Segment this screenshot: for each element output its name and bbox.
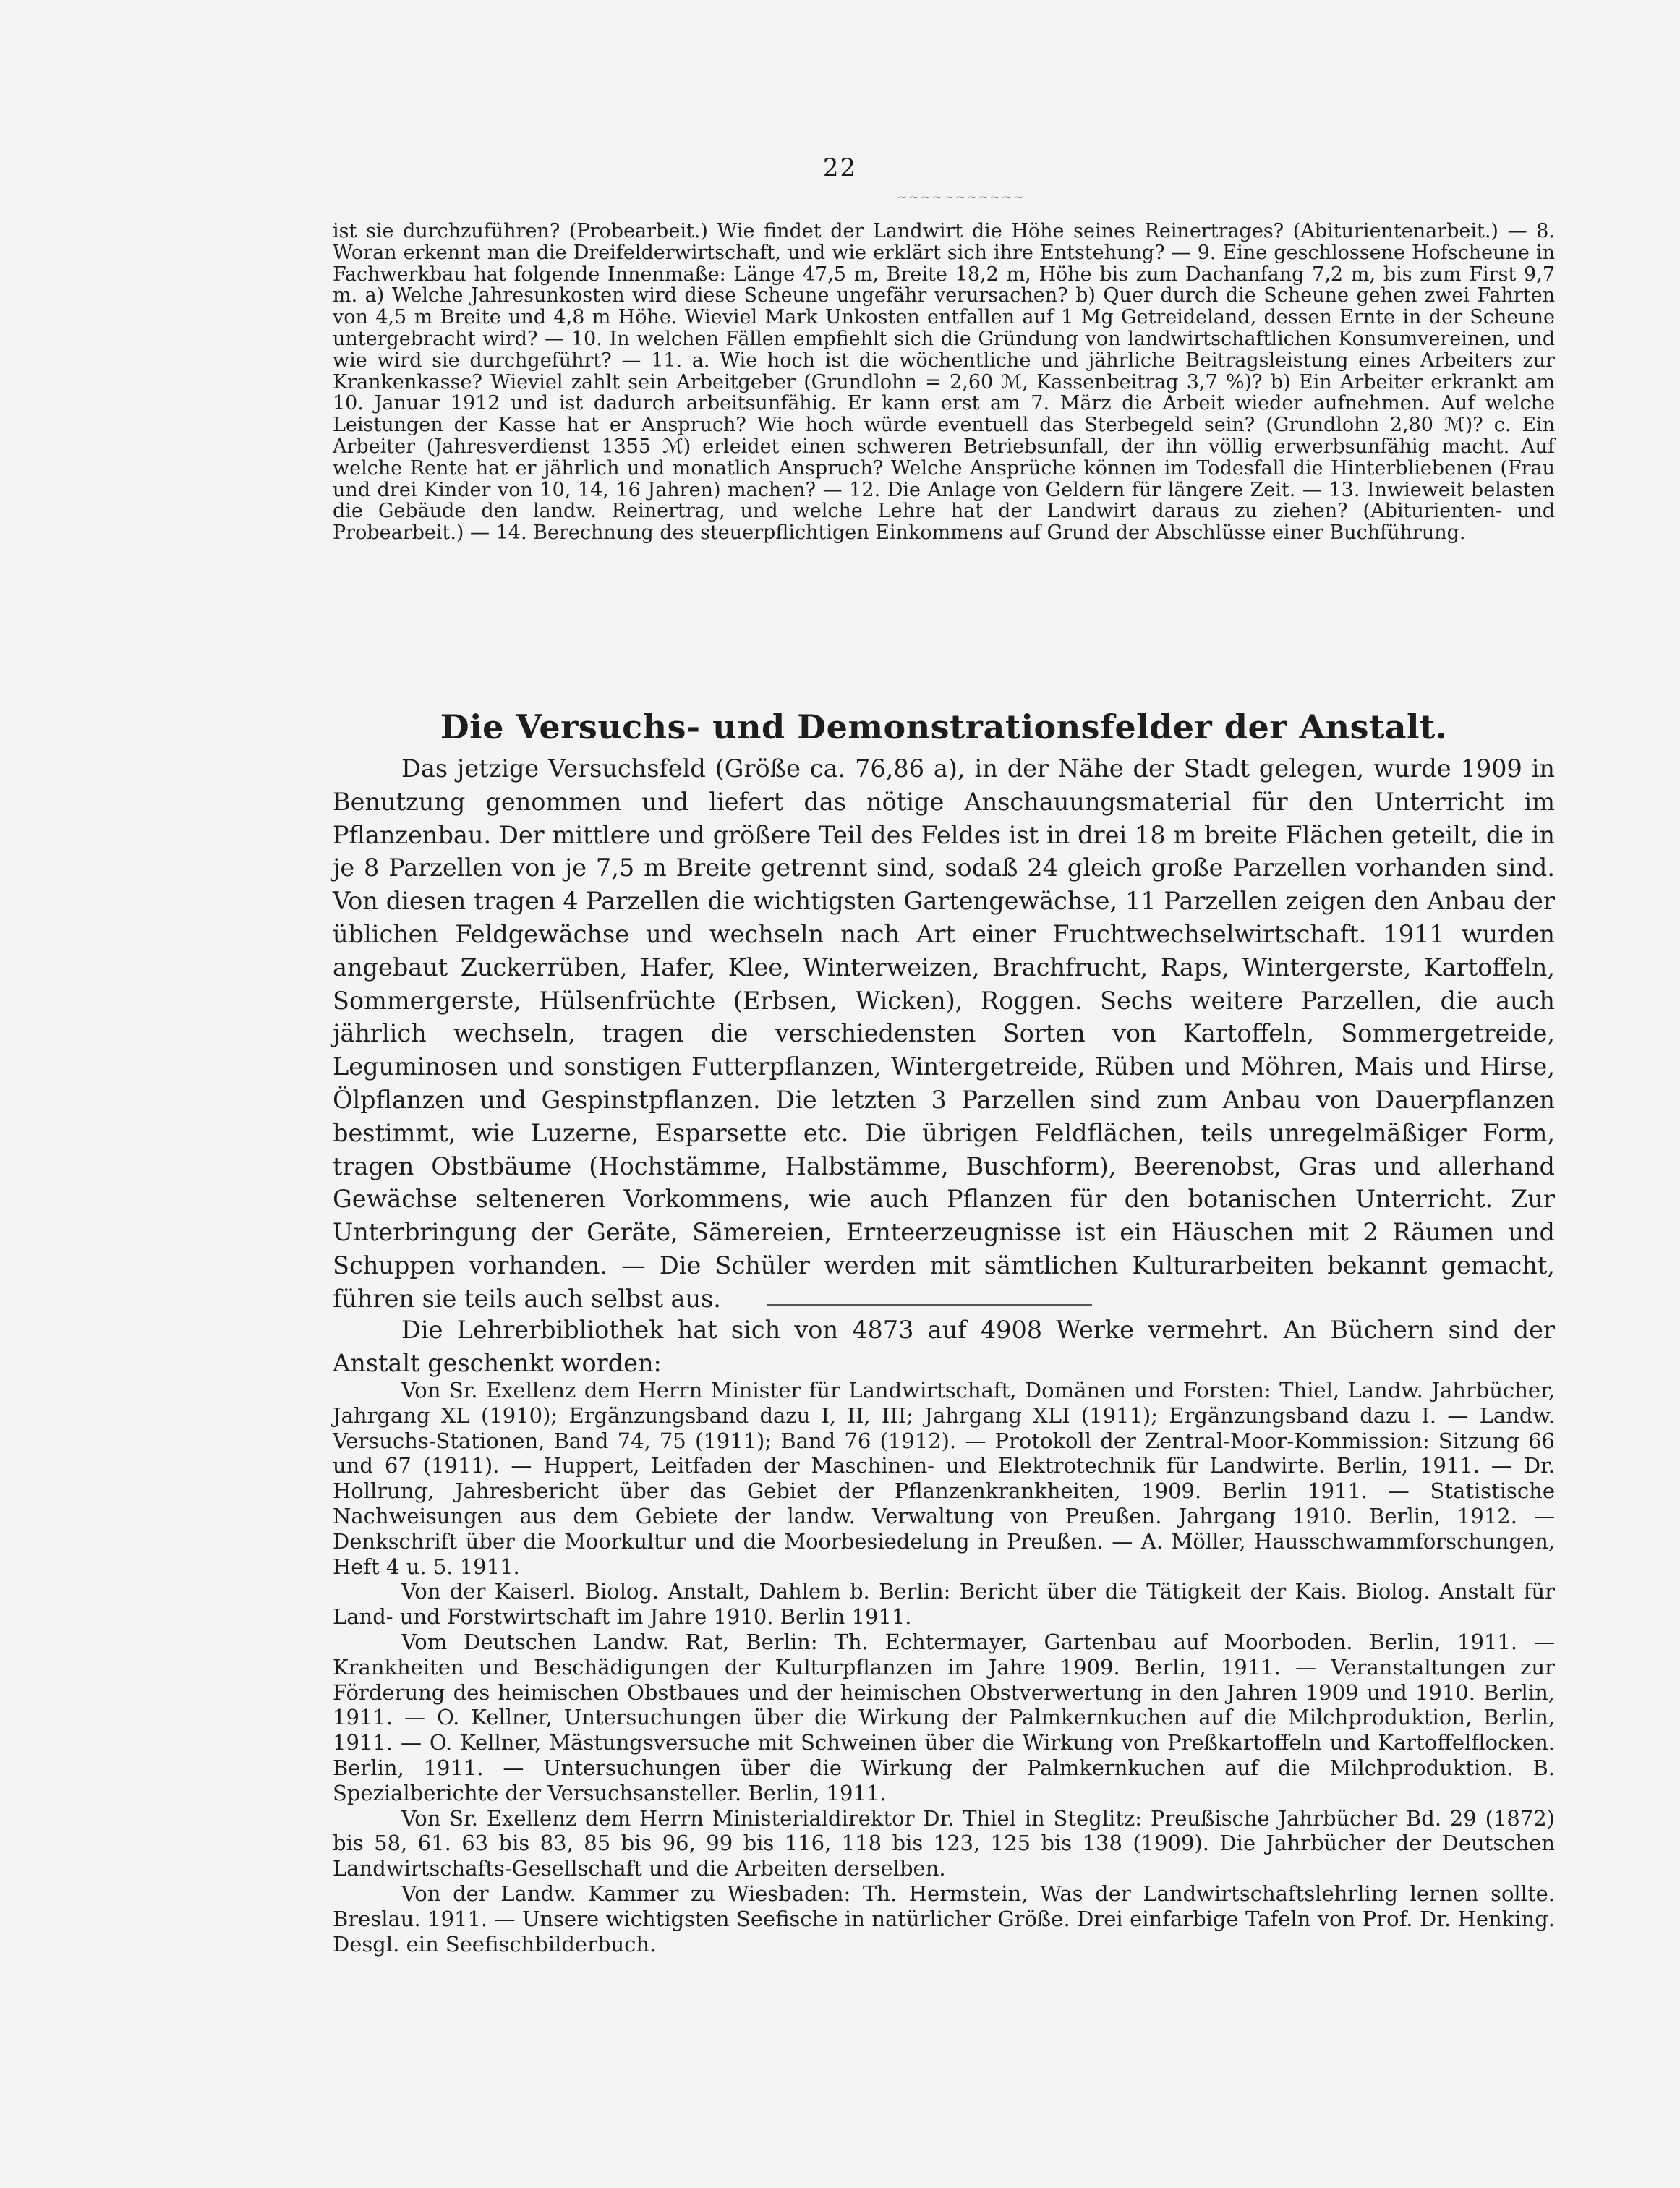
library-entry: Von Sr. Exellenz dem Herrn Ministerialdirektor Dr. Thiel in Steglitz: Preußische Jahrbücher Bd. 29 (1872) bis 58, 61. 63 bis 83, 85 bis 96, 99 bis 116, 118 bis 123, 125 bis 138 (1909). Die Jahrbücher der Deutschen Landwirtschafts-Gesellschaft und die Arbeiten derselben. [333,1805,1555,1881]
library-intro-text: Die Lehrerbibliothek hat sich von 4873 auf 4908 Werke vermehrt. An Büchern sind der Anstalt geschenkt worden: [333,1316,1555,1377]
library-entry: Vom Deutschen Landw. Rat, Berlin: Th. Echtermayer, Gartenbau auf Moorboden. Berlin, 1911. — Krankheiten und Beschädigungen der Kulturpflanzen im Jahre 1909. Berlin, 1911. — Veranstaltungen zur Förderung des heimischen Obstbaues und der heimischen Obstverwertung in den Jahren 1909 und 1910. Berlin, 1911. — O. Kellner, Untersuchungen über die Wirkung der Palmkernkuchen auf die Milchproduktion, Berlin, 1911. — O. Kellner, Mästungsversuche mit Schweinen über die Wirkung von Preßkartoffeln und Kartoffelflocken. Berlin, 1911. — Untersuchungen über die Wirkung der Palmkernkuchen auf die Milchproduktion. B. Spezialberichte der Versuchsansteller. Berlin, 1911. [333,1629,1555,1805]
library-intro-paragraph [333,1314,1555,1380]
page-number: 22 [822,153,858,182]
library-donations-list [333,1378,1555,1957]
section-divider [767,1304,1092,1306]
library-entry: Von der Landw. Kammer zu Wiesbaden: Th. Hermstein, Was der Landwirtschaftslehrling lernen sollte. Breslau. 1911. — Unsere wichtigsten Seefische in natürlicher Größe. Drei einfarbige Tafeln von Prof. Dr. Henking. Desgl. ein Seefischbilderbuch. [333,1881,1555,1957]
section-heading: Die Versuchs- und Demonstrationsfelder der Anstalt. [440,707,1448,746]
versuchsfeld-text: Das jetzige Versuchsfeld (Größe ca. 76,86 a), in der Nähe der Stadt gelegen, wurde 1909 in Benutzung genommen und liefert das nötige Anschauungsmaterial für den Unterricht im Pflanzenbau. Der mittlere und größere Teil des Feldes ist in drei 18 m breite Flächen geteilt, die in je 8 Parzellen von je 7,5 m Breite getrennt sind, sodaß 24 gleich große Parzellen vorhanden sind. Von diesen tragen 4 Parzellen die wichtigsten Gartengewächse, 11 Parzellen zeigen den Anbau der üblichen Feldgewächse und wechseln nach Art einer Fruchtwechselwirtschaft. 1911 wurden angebaut Zuckerrüben, Hafer, Klee, Winterweizen, Brachfrucht, Raps, Wintergerste, Kartoffeln, Sommergerste, Hülsenfrüchte (Erbsen, Wicken), Roggen. Sechs weitere Parzellen, die auch jährlich wechseln, tragen die verschiedensten Sorten von Kartoffeln, Sommergetreide, Leguminosen und sonstigen Futterpflanzen, Wintergetreide, Rüben und Möhren, Mais und Hirse, Ölpflanzen und Gespinstpflanzen. Die letzten 3 Parzellen sind zum Anbau von Dauerpflanzen bestimmt, wie Luzerne, Esparsette etc. Die übrigen Feldflächen, teils unregelmäßiger Form, tragen Obstbäume (Hochstämme, Halbstämme, Buschform), Beerenobst, Gras und allerhand Gewächse selteneren Vorkommens, wie auch Pflanzen für den botanischen Unterricht. Zur Unterbringung der Geräte, Sämereien, Ernteerzeugnisse ist ein Häuschen mit 2 Räumen und Schuppen vorhanden. — Die Schüler werden mit sämtlichen Kulturarbeiten bekannt gemacht, führen sie teils auch selbst aus. [333,754,1555,1313]
library-entry: Von Sr. Exellenz dem Herrn Minister für Landwirtschaft, Domänen und Forsten: Thiel, Landw. Jahrbücher, Jahrgang XL (1910); Ergänzungsband dazu I, II, III; Jahrgang XLI (1911); Ergänzungsband dazu I. — Landw. Versuchs-Stationen, Band 74, 75 (1911); Band 76 (1912). — Protokoll der Zentral-Moor-Kommission: Sitzung 66 und 67 (1911). — Huppert, Leitfaden der Maschinen- und Elektrotechnik für Landwirte. Berlin, 1911. — Dr. Hollrung, Jahresbericht über das Gebiet der Pflanzenkrankheiten, 1909. Berlin 1911. — Statistische Nachweisungen aus dem Gebiete der landw. Verwaltung von Preußen. Jahrgang 1910. Berlin, 1912. — Denkschrift über die Moorkultur und die Moorbesiedelung in Preußen. — A. Möller, Hausschwammforschungen, Heft 4 u. 5. 1911. [333,1378,1555,1579]
library-entry: Von der Kaiserl. Biolog. Anstalt, Dahlem b. Berlin: Bericht über die Tätigkeit der Kais. Biolog. Anstalt für Land- und Forstwirtschaft im Jahre 1910. Berlin 1911. [333,1579,1555,1630]
page-number-ornament: ~~~~~~~~~~~ [897,190,1025,205]
exam-questions-text: ist sie durchzuführen? (Probearbeit.) Wie findet der Landwirt die Höhe seines Reinertrages? (Abiturientenarbeit.) — 8. Woran erkennt man die Dreifelderwirtschaft, und wie erklärt sich ihre Entstehung? — 9. Eine geschlossene Hofscheune in Fachwerkbau hat folgende Innenmaße: Länge 47,5 m, Breite 18,2 m, Höhe bis zum Dachanfang 7,2 m, bis zum First 9,7 m. a) Welche Jahresunkosten wird diese Scheune ungefähr verursachen? b) Quer durch die Scheune gehen zwei Fahrten von 4,5 m Breite und 4,8 m Höhe. Wieviel Mark Unkosten entfallen auf 1 Mg Getreideland, dessen Ernte in der Scheune untergebracht wird? — 10. In welchen Fällen empfiehlt sich die Gründung von landwirtschaftlichen Konsumvereinen, und wie wird sie durchgeführt? — 11. a. Wie hoch ist die wöchentliche und jährliche Beitragsleistung eines Arbeiters zur Krankenkasse? Wieviel zahlt sein Arbeitgeber (Grundlohn = 2,60 ℳ, Kassenbeitrag 3,7 %)? b) Ein Arbeiter erkrankt am 10. Januar 1912 und ist dadurch arbeitsunfähig. Er kann erst am 7. März die Arbeit wieder aufnehmen. Auf welche Leistungen der Kasse hat er Anspruch? Wie hoch würde eventuell das Sterbegeld sein? (Grundlohn 2,80 ℳ)? c. Ein Arbeiter (Jahresverdienst 1355 ℳ) erleidet einen schweren Betriebsunfall, der ihn völlig erwerbsunfähig macht. Auf welche Rente hat er jährlich und monatlich Anspruch? Welche Ansprüche können im Todesfall die Hinterbliebenen (Frau und drei Kinder von 10, 14, 16 Jahren) machen? — 12. Die Anlage von Geldern für längere Zeit. — 13. Inwieweit belasten die Gebäude den landw. Reinertrag, und welche Lehre hat der Landwirt daraus zu ziehen? (Abiturienten- und Probearbeit.) — 14. Berechnung des steuerpflichtigen Einkommens auf Grund der Abschlüsse einer Buchführung. [333,220,1555,545]
versuchsfeld-paragraph [333,752,1555,1316]
exam-questions-paragraph [333,221,1555,544]
